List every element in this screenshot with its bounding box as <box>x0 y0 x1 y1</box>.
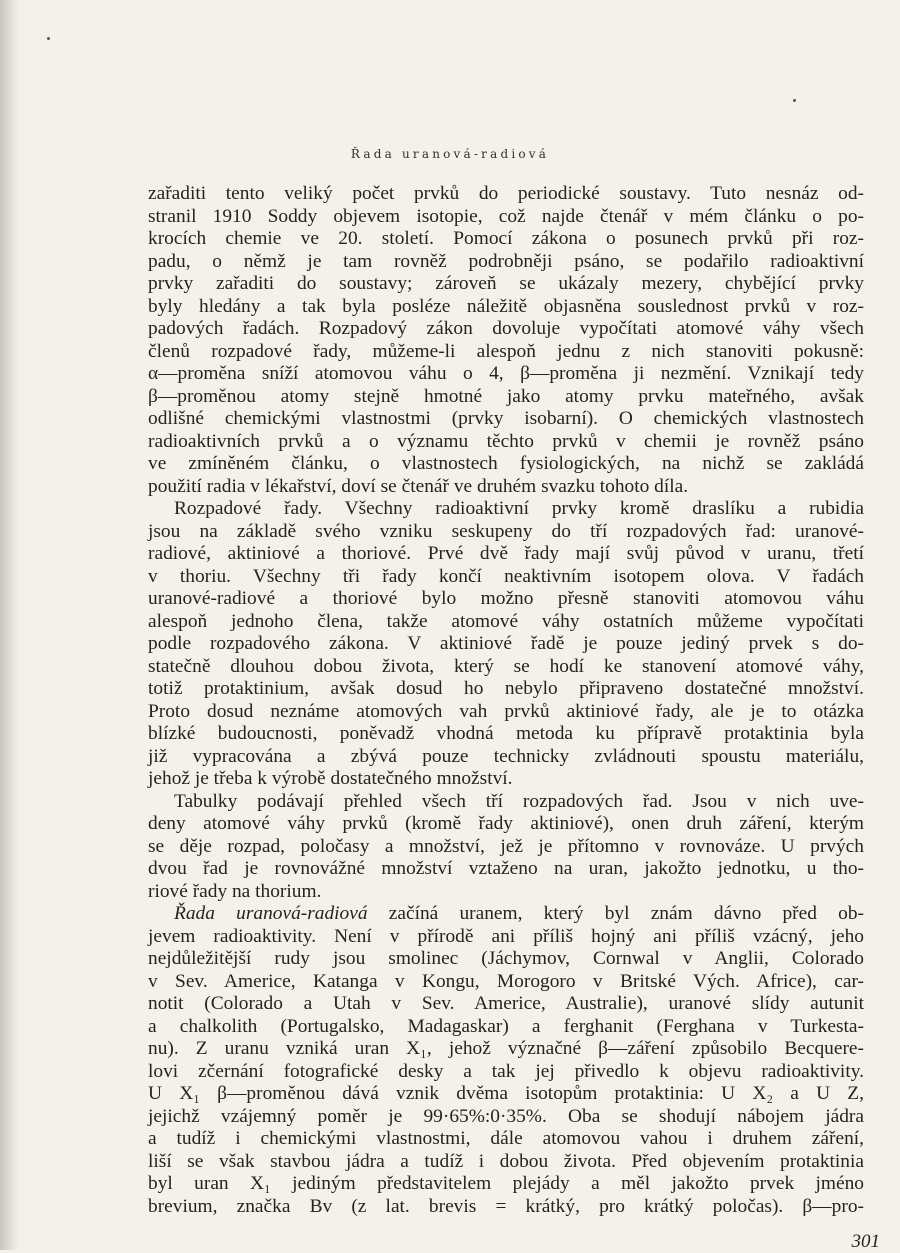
text-line: riové řady na thorium. <box>148 880 322 902</box>
text-line: nu). Z uranu vzniká uran X₁, jehož význačné β—záření způsobilo Becquere- <box>148 1038 864 1059</box>
text-line: ve zmíněném článku, o vlastnostech fysiologických, na nichž se zakládá <box>148 453 864 474</box>
text-line: nejdůležitější rudy jsou smolinec (Jáchymov, Cornwal v Anglii, Colorado <box>148 948 864 969</box>
text-line: dvou řad je rovnovážné množství vztaženo na uran, jakožto jednotku, u tho- <box>148 858 864 879</box>
text-line: byly hledány a tak byla posléze náležitě objasněna souslednost prvků v roz- <box>148 295 864 317</box>
text-line: v Sev. Americe, Katanga v Kongu, Morogoro v Britské Vých. Africe), car- <box>148 970 864 992</box>
text-line: Rozpadové řady. Všechny radioaktivní prvky kromě draslíku a rubidia <box>174 498 864 519</box>
text-line: použití radia v lékařství, doví se čtenář ve druhém svazku tohoto díla. <box>148 475 689 497</box>
text-line: padu, o němž je tam rovněž podrobněji psáno, se podařilo radioaktivní <box>148 250 864 272</box>
text-line: jevem radioaktivity. Není v přírodě ani příliš hojný ani příliš vzácný, jeho <box>148 925 864 947</box>
body-text <box>148 183 864 1218</box>
text-line: jehož je třeba k výrobě dostatečného množství. <box>148 768 513 789</box>
text-line: krocích chemie ve 20. století. Pomocí zákona o posunech prvků při roz- <box>148 228 864 249</box>
text-line: radiové, aktiniové a thoriové. Prvé dvě řady mají svůj původ v uranu, třetí <box>148 543 864 564</box>
text-line: brevium, značka Bv (z lat. brevis = krátký, pro krátký poločas). β—pro- <box>148 1195 864 1217</box>
text-line: stranil 1910 Soddy objevem isotopie, což najde čtenář v mém článku o po- <box>148 205 864 227</box>
text-line: Tabulky podávají přehled všech tří rozpadových řad. Jsou v nich uve- <box>174 790 864 812</box>
text-line: totiž protaktinium, avšak dosud ho nebylo připraveno dostatečné množství. <box>148 678 864 699</box>
text-line: jsou na základě svého vzniku seskupeny do tří rozpadových řad: uranové- <box>148 520 864 542</box>
text-line: lovi zčernání fotografické desky a tak jej přivedlo k objevu radioaktivity. <box>148 1060 864 1082</box>
text-line: statečně dlouhou dobou života, který se hodí ke stanovení atomové váhy, <box>148 655 864 677</box>
text-line: a chalkolith (Portugalsko, Madagaskar) a ferghanit (Ferghana v Turkesta- <box>148 1015 864 1037</box>
text-line: liší se však stavbou jádra a tudíž i dobou života. Před objevením protaktinia <box>148 1150 864 1172</box>
text-line: deny atomové váhy prvků (kromě řady aktiniové), onen druh záření, kterým <box>148 813 864 834</box>
text-line: U X₁ β—proměnou dává vznik dvěma isotopům protaktinia: U X₂ a U Z, <box>148 1083 864 1104</box>
text-line: podle rozpadového zákona. V aktiniové řadě je pouze jediný prvek s do- <box>148 633 864 654</box>
text-line: členů rozpadové řady, můžeme-li alespoň jednu z nich stanoviti pokusně: <box>148 340 864 362</box>
text-line: blízké budoucnosti, poněvadž vhodná metoda ku přípravě protaktinia byla <box>148 723 864 744</box>
text-line: v thoriu. Všechny tři řady končí neaktivním isotopem olova. V řadách <box>148 565 864 587</box>
text-line: se děje rozpad, poločasy a množství, jež je přítomno v rovnováze. U prvých <box>148 835 864 857</box>
text-line: a tudíž i chemickými vlastnostmi, dále atomovou vahou i druhem záření, <box>148 1128 864 1149</box>
text-line: padových řadách. Rozpadový zákon dovoluje vypočítati atomové váhy všech <box>148 318 864 339</box>
book-gutter-shadow <box>0 0 20 1250</box>
text-line: jejichž vzájemný poměr je 99·65%:0·35%. Oba se shodují nábojem jádra <box>148 1105 864 1127</box>
section-heading: Řada uranová-radiová <box>174 903 368 924</box>
text-line: Řada uranová-radiová začíná uranem, který byl znám dávno před ob- <box>174 903 864 924</box>
text-line: prvky zařaditi do soustavy; zároveň se ukázaly mezery, chybějící prvky <box>148 273 864 294</box>
page-number: 301 <box>851 1231 880 1252</box>
text-line: uranové-radiové a thoriové bylo možno přesně stanoviti atomovou váhu <box>148 588 864 609</box>
text-line: byl uran X₁ jediným představitelem plejády a měl jakožto prvek jméno <box>148 1173 864 1194</box>
text-line: již vypracována a zbývá pouze technicky zvládnouti spoustu materiálu, <box>148 745 864 767</box>
text-line: Proto dosud neznáme atomových vah prvků aktiniové řady, ale je to otázka <box>148 700 864 722</box>
text-line: odlišné chemickými vlastnostmi (prvky isobarní). O chemických vlastnostech <box>148 408 864 429</box>
text-line: α—proměna sníží atomovou váhu o 4, β—proměna ji nezmění. Vznikají tedy <box>148 363 864 384</box>
running-header: Řada uranová-radiová <box>350 147 550 161</box>
text-line: alespoň jednoho člena, takže atomové váhy ostatních můžeme vypočítati <box>148 610 864 632</box>
paper-speck <box>793 99 796 102</box>
text-line: zařaditi tento veliký počet prvků do periodické soustavy. Tuto nesnáz od- <box>148 183 864 204</box>
text-line: notit (Colorado a Utah v Sev. Americe, Australie), uranové slídy autunit <box>148 993 864 1014</box>
text-line: radioaktivních prvků a o významu těchto prvků v chemii je rovněž psáno <box>148 430 864 452</box>
text-line: β—proměnou atomy stejně hmotné jako atomy prvku mateřného, avšak <box>148 385 864 407</box>
paper-speck <box>47 37 50 40</box>
